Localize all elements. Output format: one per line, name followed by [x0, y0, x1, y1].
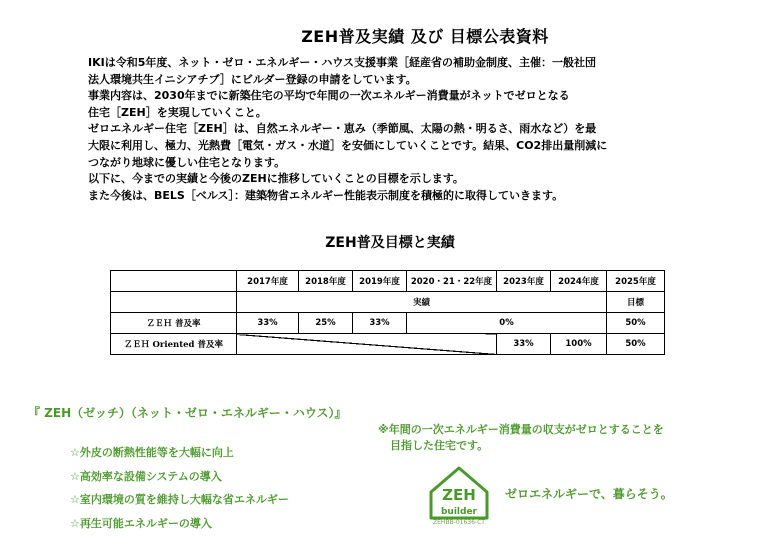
intro-line: つながり地球に優しい住宅となります。 — [88, 155, 286, 169]
table-corner-cell — [111, 271, 237, 292]
page-title: ZEH普及実績 及び 目標公表資料 — [301, 27, 549, 46]
actual-label: 実績 — [237, 292, 607, 313]
intro-line: 大限に利用し、極力、光熱費［電気・ガス・水道］を安価にしていくことです。結果、CO2排出量削減に — [88, 138, 608, 152]
header-2020-2022: 2020・21・22年度 — [407, 271, 497, 292]
target-label: 目標 — [607, 292, 665, 313]
row-label-zeh: ＺＥＨ 普及率 — [111, 313, 237, 334]
cell-oriented-2023: 33% — [497, 334, 551, 355]
table-category-row — [111, 292, 665, 313]
feature-item: ☆再生可能エネルギーの導入 — [70, 516, 212, 530]
zeh-table — [110, 270, 665, 355]
header-2025: 2025年度 — [607, 271, 665, 292]
feature-item: ☆室内環境の質を維持し大幅な省エネルギー — [70, 493, 289, 506]
cell-oriented-2025: 50% — [607, 334, 665, 355]
feature-list — [70, 441, 289, 535]
builder-code: ZEHBB-01636-CT — [433, 519, 485, 526]
table-empty-cell — [111, 292, 237, 313]
feature-item: ☆高効率な設備システムの導入 — [70, 469, 222, 483]
table-title: ZEH普及目標と実績 — [325, 235, 455, 251]
zeh-note — [378, 422, 664, 454]
table-row-zeh — [111, 313, 665, 334]
cell-zeh-2025: 50% — [607, 313, 665, 334]
row-label-zeh-oriented: ＺＥＨ Oriented 普及率 — [111, 334, 237, 355]
intro-text — [88, 55, 708, 204]
table-header-row — [111, 271, 665, 292]
header-2019: 2019年度 — [353, 271, 407, 292]
cell-zeh-2017: 33% — [237, 313, 299, 334]
cell-oriented-not-applicable — [237, 334, 497, 355]
header-2018: 2018年度 — [299, 271, 353, 292]
intro-line: ゼロエネルギー住宅［ZEH］は、自然エネルギー・恵み（季節風、太陽の熱・明るさ、雨水など）を最 — [88, 122, 597, 136]
logo-sub-text: builder — [440, 507, 478, 517]
intro-line: また今後は、BELS［ベルス］：建築物省エネルギー性能表示制度を積極的に取得していきます。 — [88, 188, 564, 202]
intro-line: 以下に、今までの実績と今後のZEHに推移していくことの目標を示します。 — [88, 172, 464, 186]
logo-slogan: ゼロエネルギーで、暮らそう。 — [505, 487, 673, 501]
intro-line: IKIは令和5年度、ネット・ゼロ・エネルギー・ハウス支援事業［経産省の補助金制度、主催：一般社団 — [88, 56, 597, 69]
intro-line: 住宅［ZEH］を実現していくこと。 — [88, 105, 267, 119]
header-2023: 2023年度 — [497, 271, 551, 292]
table-row-zeh-oriented — [111, 334, 665, 355]
intro-line: 法人環境共生イニシアチブ］にビルダー登録の申請をしています。 — [88, 72, 417, 86]
cell-zeh-2019: 33% — [353, 313, 407, 334]
note-line: ※年間の一次エネルギー消費量の収支がゼロとすることを — [378, 423, 664, 436]
header-2017: 2017年度 — [237, 271, 299, 292]
zeh-heading: 『 ZEH（ゼッチ）（ネット・ゼロ・エネルギー・ハウス）』 — [28, 406, 347, 420]
intro-line: 事業内容は、2030年までに新築住宅の平均で年間の一次エネルギー消費量がネットでゼロとなる — [88, 89, 570, 103]
header-2024: 2024年度 — [551, 271, 607, 292]
logo-text: ZEH — [442, 486, 476, 504]
cell-zeh-2020-2024: 0% — [407, 313, 607, 334]
cell-oriented-2024: 100% — [551, 334, 607, 355]
cell-zeh-2018: 25% — [299, 313, 353, 334]
note-line: 目指した住宅です。 — [390, 439, 489, 452]
feature-item: ☆外皮の断熱性能等を大幅に向上 — [70, 446, 234, 459]
